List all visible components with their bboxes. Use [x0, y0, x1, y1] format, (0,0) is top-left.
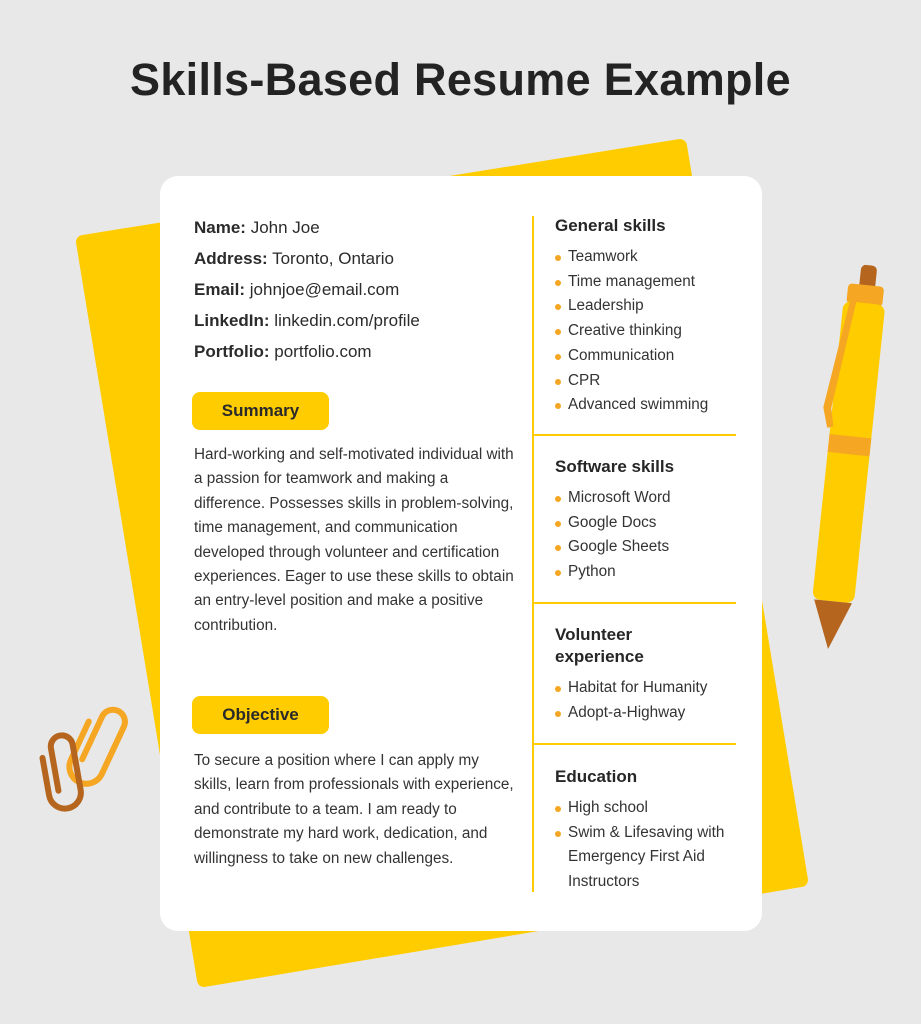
contact-value: portfolio.com	[269, 342, 372, 361]
list-item: Google Docs	[555, 511, 755, 536]
list-item: CPR	[555, 369, 755, 394]
summary-text: Hard-working and self-motivated individual with a passion for teamwork and making a difference. Possesses skills in problem-solving, time management, and communication developed through volunteer and certification experiences. Eager to use these skills to obtain an entry-level position and make a positive contribution.	[194, 446, 514, 634]
contact-linkedin	[194, 305, 504, 336]
list-item: Communication	[555, 344, 755, 369]
section-title: General skills	[555, 216, 666, 235]
list-item: Adopt-a-Highway	[555, 701, 755, 726]
paperclip-icon	[39, 702, 129, 812]
contact-value: linkedin.com/profile	[269, 311, 420, 330]
list-item: Microsoft Word	[555, 486, 755, 511]
contact-label: Email:	[194, 280, 246, 299]
section-title: Volunteer experience	[555, 625, 644, 666]
objective-text: To secure a position where I can apply my skills, learn from professionals with experience, and contribute to a team. I am ready to demonstrate my hard work, dedication, and willingness to take on new challenges.	[194, 752, 514, 867]
contact-value: John Joe	[245, 218, 320, 237]
list-item: High school	[555, 796, 735, 821]
list-item: Python	[555, 560, 755, 585]
contact-name	[194, 212, 504, 243]
list-item: Time management	[555, 270, 755, 295]
summary-heading: Summary	[192, 392, 329, 430]
volunteer-list	[555, 676, 755, 725]
contact-block	[194, 212, 504, 367]
education-list	[555, 796, 735, 895]
section-divider	[533, 434, 736, 436]
pen-icon	[798, 262, 889, 651]
list-item: Teamwork	[555, 245, 755, 270]
column-divider	[532, 216, 534, 892]
contact-label: Portfolio:	[194, 342, 270, 361]
section-title: Education	[555, 767, 638, 786]
contact-value: johnjoe@email.com	[245, 280, 400, 299]
contact-email	[194, 274, 504, 305]
general-skills-section	[555, 215, 755, 418]
section-divider	[533, 602, 736, 604]
section-title: Software skills	[555, 457, 675, 476]
skill-list	[555, 245, 755, 418]
list-item: Swim & Lifesaving with Emergency First Aid Instructors	[555, 821, 735, 895]
list-item: Google Sheets	[555, 535, 755, 560]
contact-label: Address:	[194, 249, 268, 268]
list-item: Advanced swimming	[555, 393, 755, 418]
volunteer-section	[555, 624, 708, 725]
education-section	[555, 766, 735, 895]
contact-label: Name:	[194, 218, 246, 237]
section-divider	[533, 743, 736, 745]
skill-list	[555, 486, 755, 585]
page-title: Skills-Based Resume Example	[130, 54, 791, 105]
resume-card	[160, 176, 762, 931]
contact-portfolio	[194, 336, 504, 367]
list-item: Leadership	[555, 294, 755, 319]
contact-label: LinkedIn:	[194, 311, 270, 330]
contact-address	[194, 243, 504, 274]
software-skills-section	[555, 456, 755, 585]
list-item: Habitat for Humanity	[555, 676, 755, 701]
objective-heading: Objective	[192, 696, 329, 734]
list-item: Creative thinking	[555, 319, 755, 344]
contact-value: Toronto, Ontario	[267, 249, 395, 268]
